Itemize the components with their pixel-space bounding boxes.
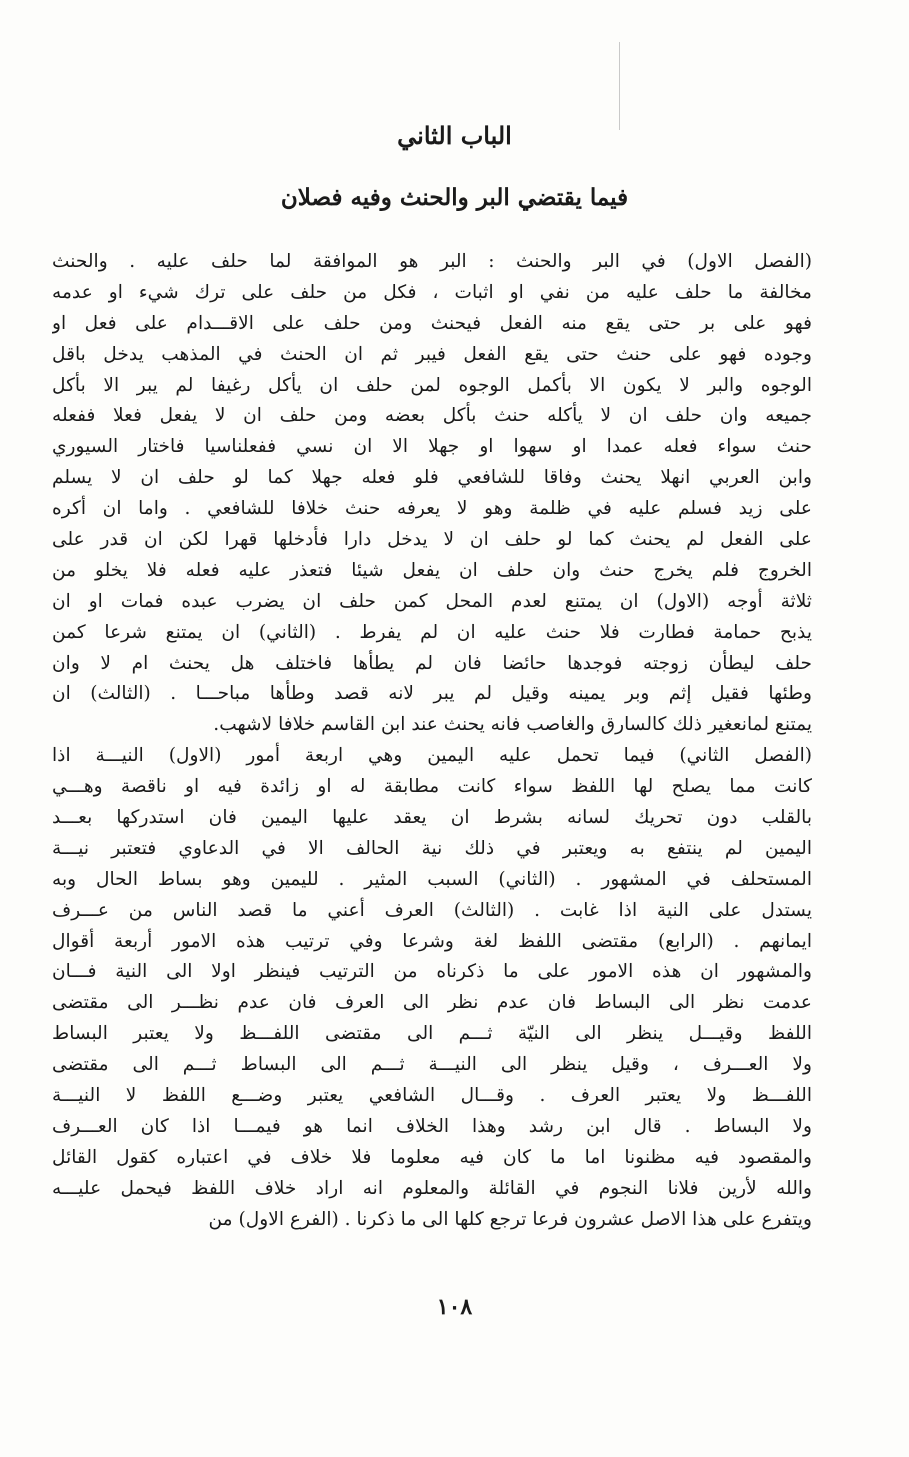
text-line: الخروج فلم يخرج حنث وان حلف ان يفعل شيئا فتعذر عليه فعله فلا يخلو من [52, 559, 812, 581]
text-line: يذبح حمامة فطارت فلا حنث عليه ان لم يفرط . (الثاني) ان يمتنع شرعا كمن [52, 621, 812, 643]
text-line: على الفعل لم يحنث كما لو حلف ان لا يدخل دارا فأدخلها قهرا لكن ان قدر على [52, 529, 812, 551]
text-line: اللفظ وقيـــل ينظر الى النيّة ثـــم الى مقتضى اللفـــظ ولا يعتبر البساط [52, 1023, 812, 1045]
text-line: وجوده فهو على حنث حتى يقع الفعل فيبر ثم ان الحنث في المذهب يدخل باقل [52, 343, 812, 365]
scan-artifact-line [619, 42, 620, 130]
text-line: اللفـــظ ولا يعتبر العرف . وقـــال الشافعي يعتبر وضـــع اللفظ لا النيـــة [52, 1085, 812, 1107]
text-line: حنث سواء فعله عمدا او سهوا او جهلا الا ان نسي ففعلناسيا فاختار السيوري [52, 436, 812, 458]
text-line: ثلاثة أوجه (الاول) ان يمتنع لعدم المحل كمن حلف ان يضرب عبده فمات او ان [52, 590, 812, 612]
text-line: جميعه وان حلف ان لا يأكله حنث بأكل بعضه ومن حلف ان لا يفعل فعلا ففعله [52, 405, 812, 427]
text-line: وابن العربي انهلا يحنث وفاقا للشافعي فلو فعله جهلا كما لو حلف ان لا يسلم [52, 467, 812, 489]
text-line: والله لأرين فلانا النجوم في القائلة والمعلوم انه اراد خلاف اللفظ فيحمل عليـــه [52, 1177, 812, 1199]
text-line: يمتنع لمانعغير ذلك كالسارق والغاصب فانه يحنث عند ابن القاسم خلافا لاشهب. [213, 714, 812, 736]
text-line: (الفصل الاول) في البر والحنث : البر هو الموافقة لما حلف عليه . والحنث [52, 251, 812, 272]
text-line: بالقلب دون تحريك لسانه بشرط ان يعقد عليها اليمين فان استدركها بعـــد [52, 807, 812, 829]
text-line: يستدل على النية اذا غابت . (الثالث) العرف أعني ما قصد الناس من عـــرف [52, 899, 812, 921]
body-text [52, 247, 812, 1307]
text-line: المستحلف في المشهور . (الثاني) السبب المثير . لليمين وهو بساط الحال وبه [52, 868, 812, 890]
text-line: عدمت نظر الى البساط فان عدم نظر الى العرف فان عدم نظـــر الى مقتضى [52, 992, 812, 1014]
chapter-title: الباب الثاني [397, 121, 512, 150]
text-line: ولا البساط . قال ابن رشد وهذا الخلاف انما هو فيمـــا اذا كان العـــرف [52, 1115, 812, 1137]
text-line: حلف ليطأن زوجته فوجدها حائضا فان لم يطأها فاختلف هل يحنث ام لا وان [52, 652, 812, 674]
text-line: على زيد فسلم عليه في ظلمة وهو لا يعرفه حنث خلافا للشافعي . واما ان أكره [52, 498, 812, 520]
text-line: الوجوه والبر لا يكون الا بأكمل الوجوه لمن حلف ان يأكل رغيفا لم يبر الا بأكل [52, 374, 812, 396]
text-line: ايمانهم . (الرابع) مقتضى اللفظ لغة وشرعا وفي ترتيب هذه الامور أربعة أقوال [52, 930, 812, 952]
text-line: فهو على بر حتى يقع منه الفعل فيحنث ومن حلف على الاقـــدام على فعل او [52, 312, 812, 334]
text-line: (الفصل الثاني) فيما تحمل عليه اليمين وهي اربعة أمور (الاول) النيـــة اذا [52, 745, 812, 767]
text-line: والمشهور ان هذه الامور على ما ذكرناه من الترتيب فينظر اولا الى النية فـــان [52, 961, 812, 983]
chapter-subtitle: فيما يقتضي البر والحنث وفيه فصلان [280, 184, 629, 211]
text-line: مخالفة ما حلف عليه من نفي او اثبات ، فكل من حلف على ترك شيء او عدمه [52, 281, 812, 303]
page-number: ١٠٨ [436, 1294, 473, 1320]
text-line: اليمين لم ينتفع به ويعتبر في ذلك نية الحالف الا في الدعاوي فتعتبر نيـــة [52, 837, 812, 859]
text-line: والمقصود فيه مظنونا اما ما كان فيه معلوما فلا خلاف في اعتباره كقول القائل [52, 1146, 812, 1168]
text-line: كانت مما يصلح لها اللفظ سواء كانت مطابقة له او زائدة فيه او ناقصة وهـــي [52, 776, 812, 798]
text-line: ولا العـــرف ، وقيل ينظر الى النيـــة ثـــم الى البساط ثـــم الى مقتضى [52, 1054, 812, 1076]
text-line: ويتفرع على هذا الاصل عشرون فرعا ترجع كلها الى ما ذكرنا . (الفرع الاول) من [208, 1208, 812, 1230]
text-line: وطئها فقيل إثم وبر يمينه وقيل لم يبر لانه قصد وطأها مباحـــا . (الثالث) ان [52, 683, 812, 705]
